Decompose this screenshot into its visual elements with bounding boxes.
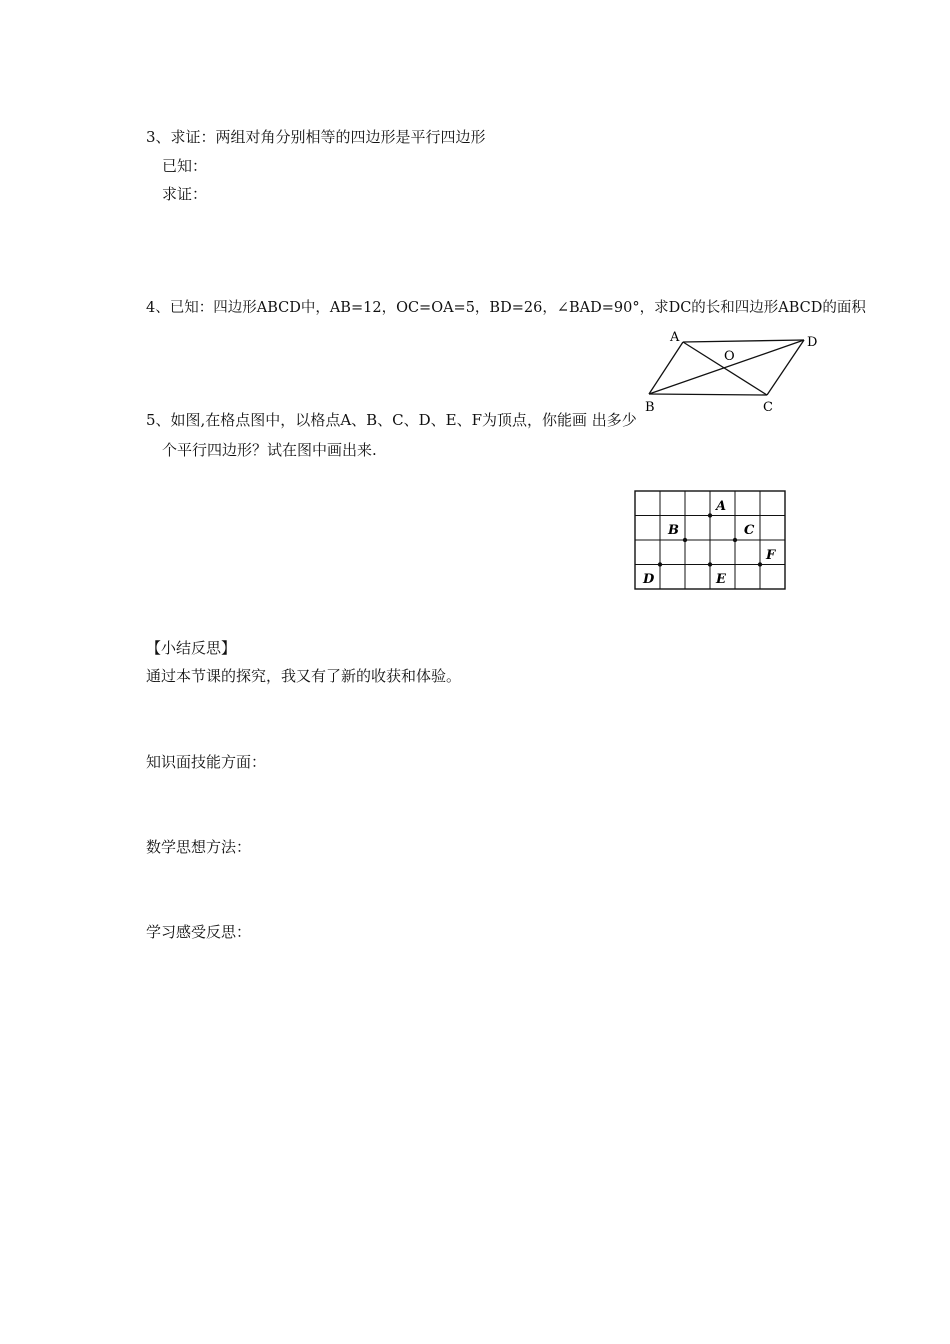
summary-intro: 通过本节课的探究，我又有了新的收获和体验。 [146, 667, 462, 685]
q5-label-b: B [668, 523, 679, 538]
q5-point-a [708, 513, 712, 517]
summary-heading: 【小结反思】 [146, 639, 237, 657]
q5-line1: 5、如图,在格点图中，以格点A、B、C、D、E、F为顶点，你能画 出多少 [146, 411, 637, 429]
q5-point-f [758, 562, 762, 566]
q5-point-e [708, 562, 712, 566]
q4-label-a: A [670, 330, 680, 345]
q4-label-b: B [645, 400, 655, 415]
q4-edge-cd [767, 340, 804, 395]
q4-edge-ad [683, 340, 804, 342]
summary-reflection-label: 学习感受反思： [146, 923, 252, 941]
q3-title: 3、求证：两组对角分别相等的四边形是平行四边形 [146, 128, 486, 146]
q4-edge-bc [649, 394, 767, 395]
q5-line2: 个平行四边形？试在图中画出来. [162, 441, 377, 459]
q4-quadrilateral-figure [640, 325, 840, 420]
q5-label-e: E [716, 572, 726, 587]
q5-label-d: D [643, 572, 655, 587]
q5-label-c: C [744, 523, 755, 538]
q5-label-a: A [716, 499, 727, 514]
q5-lattice-grid-figure [630, 487, 792, 595]
q4-label-o: O [724, 349, 735, 364]
q5-point-b [683, 538, 687, 542]
summary-knowledge-label: 知识面技能方面： [146, 753, 267, 771]
q4-text: 4、已知：四边形ABCD中，AB=12，OC=OA=5，BD=26，∠BAD=90°，求DC的长和四边形ABCD的面积 [146, 300, 866, 316]
q5-point-d [658, 562, 662, 566]
q4-edge-ab [649, 342, 683, 394]
q5-point-c [733, 538, 737, 542]
q4-label-c: C [763, 400, 773, 415]
q3-prove-label: 求证： [162, 185, 208, 203]
q3-known-label: 已知： [162, 157, 208, 175]
summary-methods-label: 数学思想方法： [146, 838, 252, 856]
q4-label-d: D [807, 335, 818, 350]
q5-label-f: F [766, 548, 776, 563]
